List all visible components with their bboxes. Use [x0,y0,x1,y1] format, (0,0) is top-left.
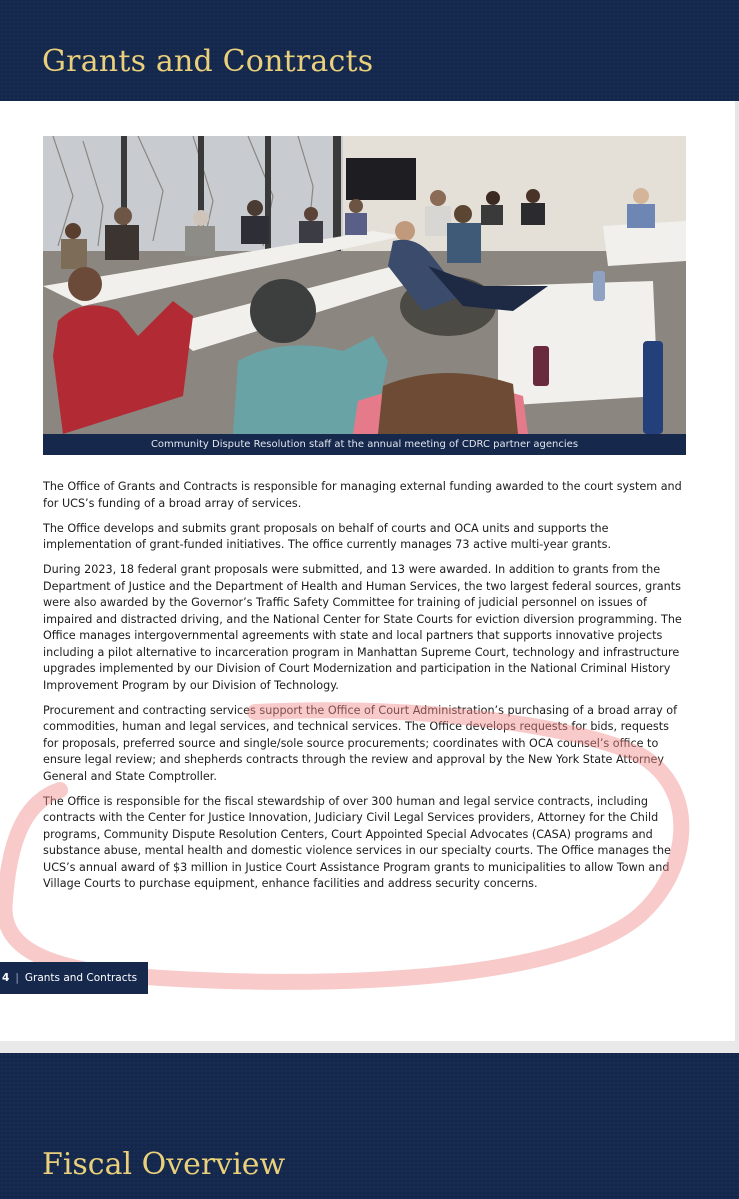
footer-page-label [0,962,148,994]
next-page-title: Fiscal Overview [42,1147,286,1182]
page-divider [0,1041,739,1053]
paragraph-procurement: Procurement and contracting services support the Office of Court Administration’s purchasing of a broad array of commodities, human and legal services, and technical services. The Office develops requests for bids, requests for proposals, preferred source and single/sole source procurements; coordinates with OCA counsel’s office to ensure legal review; and shepherds contracts through the review and approval by the New York State Attorney General and State Comptroller. [43,703,678,783]
page-edge-shadow [735,101,739,1041]
paragraph-federal-grants: During 2023, 18 federal grant proposals were submitted, and 13 were awarded. In addition to grants from the Department of Justice and the Department of Health and Human Services, the two largest federal sources, grants were also awarded by the Governor’s Traffic Safety Committee for training of judicial personnel on issues of impaired and distracted driving, and the National Center for State Courts for eviction diversion programming. The Office manages intergovernmental agreements with state and local partners that supports innovative projects including a pilot alternative to incarceration program in Manhattan Supreme Court, technology and infrastructure upgrades implemented by our Division of Court Modernization and participation in the National Criminal History Improvement Program by our Division of Technology. [43,563,682,692]
page-title: Grants and Contracts [42,44,374,79]
next-page-header [0,1053,739,1199]
paragraph-fiscal-stewardship: The Office is responsible for the fiscal stewardship of over 300 human and legal service contracts, including contracts with the Center for Justice Innovation, Judiciary Civil Legal Services providers, Attorney for the Child programs, Community Dispute Resolution Centers, Court Appointed Special Advocates (CASA) programs and substance abuse, mental health and domestic violence services in our specialty courts. The Office manages the UCS’s annual award of $3 million in Justice Court Assistance Program grants to municipalities to allow Town and Village Courts to purchase equipment, enhance facilities and address security concerns. [43,794,671,890]
footer-separator: | [15,972,19,984]
page-number: 4 [2,972,10,984]
body-text [43,479,683,901]
meeting-photo-figure [43,136,686,455]
meeting-photo [43,136,686,434]
photo-caption: Community Dispute Resolution staff at the annual meeting of CDRC partner agencies [43,434,686,455]
page-header [0,0,739,101]
paragraph-grant-proposals: The Office develops and submits grant proposals on behalf of courts and OCA units and supports the implementation of grant-funded initiatives. The office currently manages 73 active multi-year grants. [43,521,612,551]
paragraph-intro: The Office of Grants and Contracts is responsible for managing external funding awarded to the court system and for UCS’s funding of a broad array of services. [43,480,682,510]
footer-section-name: Grants and Contracts [24,972,138,984]
